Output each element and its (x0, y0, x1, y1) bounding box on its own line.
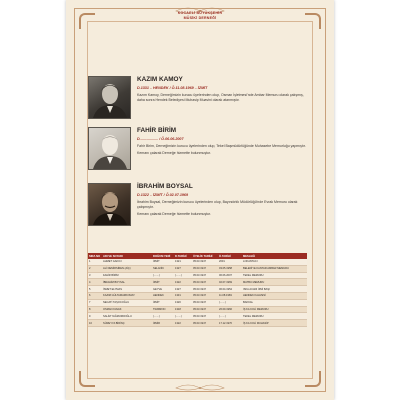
member-dates: D.1322 – İZMİT / Ö.02.07.1969 (137, 193, 189, 197)
member-dates: D.................. / Ö.06.06.2007 (137, 137, 184, 141)
table-cell: KAZIM GÜLTAMARKOMAY (102, 292, 152, 299)
table-cell: SALİM YAĞMURDOĞLU (102, 313, 152, 320)
member-bio-fahir-birim (88, 127, 316, 177)
table-cell: (.......) (174, 313, 192, 320)
portrait-photo (88, 183, 131, 226)
table-cell: MATBU MEMURU (242, 279, 307, 286)
table-cell: (.......) (152, 313, 174, 320)
table-cell: 4 (88, 279, 102, 286)
column-header: MESLEĞİ (242, 253, 307, 259)
table-cell: (.......) (152, 272, 174, 279)
association-header (66, 11, 334, 21)
table-cell: TEKEL MEMURU (242, 313, 307, 320)
table-cell: İBRAHİM BOYSAL (102, 279, 152, 286)
table-cell: SELANİK (152, 265, 174, 272)
table-cell: İZMİT (152, 259, 174, 265)
bio-paragraph: Kemanı çalarak Derneğe hizmette bulunmuştur. (137, 151, 211, 155)
header-line-1: KOCAELİ BÜYÜKŞEHİR (177, 11, 223, 15)
table-cell: ISKA ACADI İZMİ BAŞI (242, 286, 307, 293)
table-cell: İZMİT (152, 279, 174, 286)
bio-paragraph: Kazım Kamoy, Derneğimizin kurucu üyelerinden olup, Osman İşletmesi'nde Ambar Memuru olarak çalışmış, daha sonra Hendek Belediyesi Muhasip Muavini olarak atanmıştır. (137, 93, 304, 102)
table-cell: BAKKAL (242, 299, 307, 306)
person-portrait-icon (89, 77, 130, 118)
table-cell: 1327 (174, 286, 192, 293)
table-cell: İŞ KA KOLİ MEMURU (242, 306, 307, 313)
table-cell: TRABZON (152, 306, 174, 313)
table-cell: 17.12.1970 (218, 320, 242, 327)
table-cell: HENDEK (152, 292, 174, 299)
bio-paragraph: İbrahim Boysal, Derneğimizin kurucu üyelerinden olup, Bayındırlık Müdürlüğü'nde Evrak Memuru olarak çalışmıştır. (137, 200, 298, 209)
table-cell: İŞ KA KOLİ MUHASİP (242, 320, 307, 327)
table-cell: 11.08.1969 (218, 292, 242, 299)
table-cell: NECATİ TAŞOCOĞLU (102, 299, 152, 306)
table-cell: TEKEL MEMURU (242, 272, 307, 279)
table-cell: 05.03.1947 (192, 279, 218, 286)
table-cell: İZMİR (152, 320, 174, 327)
bio-paragraph: Fahir Birim, Derneğimizin kurucu üyelerinden olup, Tekel Başmüdürlüğünde Muhasebe Memurluğu yapmıştır. (137, 144, 306, 148)
table-cell: (.......) (218, 299, 242, 306)
table-cell: 02.07.1969 (218, 279, 242, 286)
table-row (88, 286, 307, 293)
table-cell: 1331 (174, 292, 192, 299)
table-row (88, 313, 307, 320)
header-line-2: MÜSİKİ DERNEĞİ (183, 16, 217, 20)
table-cell: 1 (88, 259, 102, 265)
portrait-photo (88, 127, 131, 170)
table-cell: 2 (88, 265, 102, 272)
table-cell: 10 (88, 320, 102, 327)
portrait-photo (88, 76, 131, 119)
table-row (88, 306, 307, 313)
table-cell: 1322 (174, 279, 192, 286)
column-header: SIRA NO (89, 254, 101, 258)
table-cell: 1322 (174, 320, 192, 327)
table-cell: İSMET ELYMAS (102, 286, 152, 293)
table-cell: 3 (88, 272, 102, 279)
table-cell: 06.06.2007 (218, 272, 242, 279)
column-header: D.TARİHİ (174, 253, 192, 259)
column-header: ADI VE SOYADI (102, 253, 152, 259)
column-header: Ö.TARİHİ (218, 253, 242, 259)
table-cell: BELEDİYE KANTAR AMBAR MEMURU (242, 265, 307, 272)
table-cell: İZMİT (152, 299, 174, 306)
table-cell: GEYVE (152, 286, 174, 293)
column-header: DOĞUM YERİ (152, 253, 174, 259)
founding-members-table (88, 253, 307, 327)
table-cell: 1321 (174, 259, 192, 265)
table-cell: 05.03.1947 (192, 292, 218, 299)
table-row (88, 320, 307, 327)
table-cell: 05.03.1947 (192, 259, 218, 265)
bio-text (137, 76, 309, 103)
table-row (88, 299, 307, 306)
table-cell: 05.03.1947 (192, 272, 218, 279)
member-name: İBRAHİM BOYSAL (137, 183, 193, 190)
table-cell: AHMET GAKICI (102, 259, 152, 265)
table-cell: 05.03.1947 (192, 299, 218, 306)
table-cell: 7 (88, 299, 102, 306)
table-row (88, 265, 307, 272)
member-bio-kazim-kamoy (88, 76, 316, 126)
table-cell: 9 (88, 313, 102, 320)
table-cell: 05.03.1947 (192, 320, 218, 327)
table-cell: (.......) (218, 313, 242, 320)
table-cell: SÜREYYA BİRİNÇ (102, 320, 152, 327)
member-dates: D.1331 – HENDEK / Ö.11.08.1969 – İZMİT (137, 86, 208, 90)
table-cell: 05.03.1947 (192, 306, 218, 313)
table-cell: 8 (88, 306, 102, 313)
bio-text (137, 183, 309, 217)
table-cell: 6 (88, 292, 102, 299)
table-cell: OSMAN KAVAK (102, 306, 152, 313)
person-portrait-icon (89, 128, 130, 169)
member-name: KAZIM KAMOY (137, 76, 183, 83)
member-name: FAHİR BİRİM (137, 127, 177, 134)
table-cell: 2001 (218, 259, 242, 265)
table-cell: 1327 (174, 265, 192, 272)
table-cell: (.......) (174, 272, 192, 279)
table-cell: 1318 (174, 306, 192, 313)
bio-text (137, 127, 309, 156)
table-row (88, 272, 307, 279)
member-bio-ibrahim-boysal (88, 183, 316, 233)
table-row (88, 279, 307, 286)
table-cell: ALİ DEMİRSİREN (AİÇ) (102, 265, 152, 272)
table-cell: LOKANTACI (242, 259, 307, 265)
column-header: ÜYELİK TARİHİ (192, 253, 218, 259)
table-row (88, 292, 307, 299)
table-cell: 03.05.1958 (218, 265, 242, 272)
table-cell: 05.03.1947 (192, 265, 218, 272)
table-cell: HENDEK KAHVESİ (242, 292, 307, 299)
document-page (66, 0, 334, 400)
table-cell: 26.09.1966 (218, 306, 242, 313)
table-cell: FAHİR BİRİM (102, 272, 152, 279)
table-body (88, 259, 307, 326)
person-portrait-icon (89, 184, 130, 225)
table-cell: 06.04.1954 (218, 286, 242, 293)
bottom-ornament-icon (66, 382, 334, 394)
table-cell: 1320 (174, 299, 192, 306)
table-cell: 5 (88, 286, 102, 293)
table-cell: 05.03.1947 (192, 313, 218, 320)
bio-paragraph: Kemanı çalarak Derneğe hizmette bulunmuştur. (137, 212, 211, 216)
table-cell: 05.03.1947 (192, 286, 218, 293)
